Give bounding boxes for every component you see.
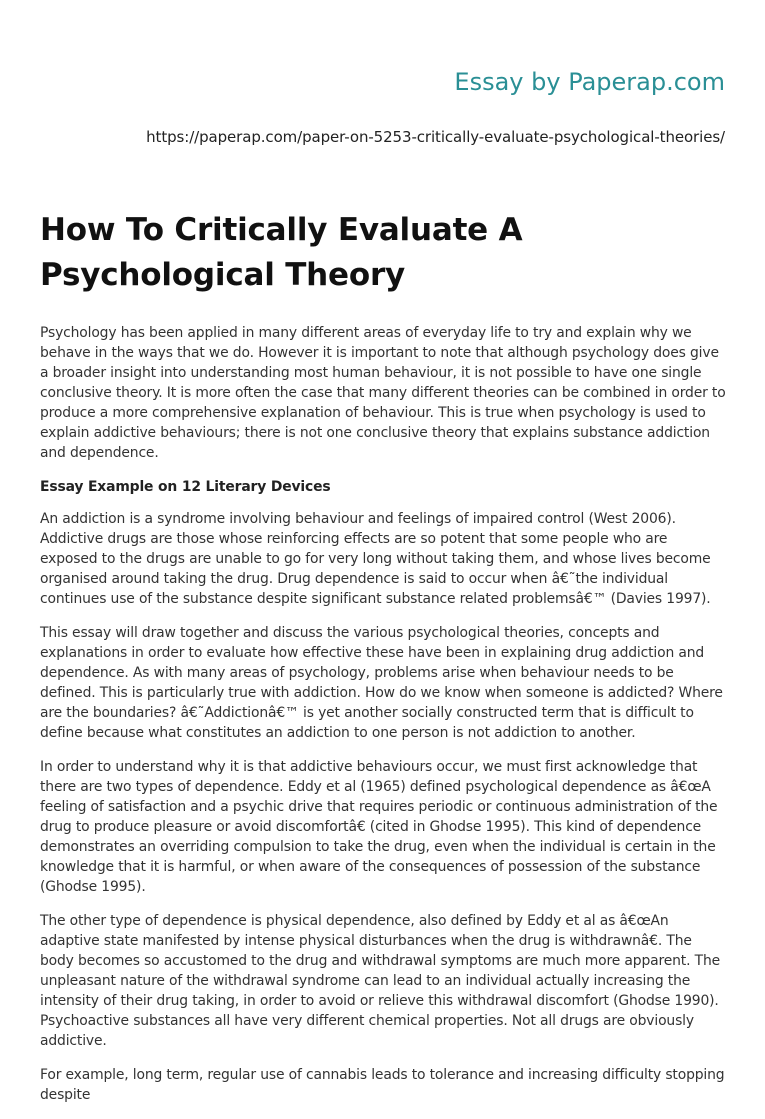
essay-paragraph: In order to understand why it is that addictive behaviours occur, we must first acknowledge that there are two types of dependence. Eddy et al (1965) defined psychological dependence as â€œA feeling of satisfaction and a psychic drive that requires periodic or continuous administration of the drug to produce pleasure or avoid discomfortâ€ (cited in Ghodse 1995). This kind of dependence demonstrates an overriding compulsion to take the drug, even when the individual is certain in the knowledge that it is harmful, or when aware of the consequences of possession of the substance (Ghodse 1995). [40,759,718,895]
brand-link[interactable]: Essay by Paperap.com [454,68,725,96]
essay-body [40,323,728,1119]
essay-subheading: Essay Example on 12 Literary Devices [40,479,331,495]
essay-paragraph: An addiction is a syndrome involving behaviour and feelings of impaired control (West 2006). Addictive drugs are those whose reinforcing effects are so potent that some people who are exposed to the drugs are unable to go for very long without taking them, and whose lives become organised around taking the drug. Drug dependence is said to occur when â€˜the individual continues use of the substance despite significant substance related problemsâ€™ (Davies 1997). [40,511,711,607]
essay-paragraph: This essay will draw together and discuss the various psychological theories, concepts and explanations in order to evaluate how effective these have been in explaining drug addiction and dependence. As with many areas of psychology, problems arise when behaviour needs to be defined. This is particularly true with addiction. How do we know when someone is addicted? Where are the boundaries? â€˜Addictionâ€™ is yet another socially constructed term that is difficult to define because what constitutes an addiction to one person is not addiction to another. [40,625,723,741]
essay-title: How To Critically Evaluate A Psychological Theory [40,212,523,293]
essay-paragraph: The other type of dependence is physical dependence, also defined by Eddy et al as â€œAn adaptive state manifested by intense physical disturbances when the drug is withdrawnâ€. The body becomes so accustomed to the drug and withdrawal symptoms are much more apparent. The unpleasant nature of the withdrawal syndrome can lead to an individual actually increasing the intensity of their drug taking, in order to avoid or relieve this withdrawal discomfort (Ghodse 1990). Psychoactive substances all have very different chemical properties. Not all drugs are obviously addictive. [40,913,721,1049]
essay-paragraph: For example, long term, regular use of cannabis leads to tolerance and increasing difficulty stopping despite [40,1067,725,1103]
source-url-link[interactable]: https://paperap.com/paper-on-5253-critically-evaluate-psychological-theories/ [146,128,725,146]
essay-paragraph: Psychology has been applied in many different areas of everyday life to try and explain why we behave in the ways that we do. However it is important to note that although psychology does give a broader insight into understanding most human behaviour, it is not possible to have one single conclusive theory. It is more often the case that many different theories can be combined in order to produce a more comprehensive explanation of behaviour. This is true when psychology is used to explain addictive behaviours; there is not one conclusive theory that explains substance addiction and dependence. [40,325,726,461]
